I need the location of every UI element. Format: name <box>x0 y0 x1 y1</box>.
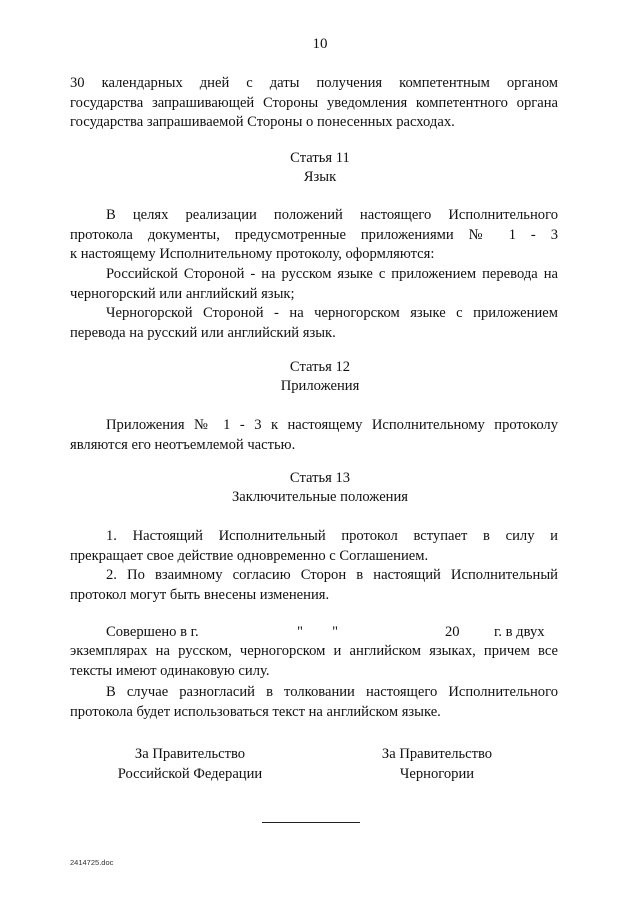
article-11-p1-line-1: В целях реализации положений настоящего Исполнительного <box>106 207 558 223</box>
article-11-p2-line-2: черногорский или английский язык; <box>70 285 295 302</box>
article-13-p3-line-2: экземплярах на русском, черногорском и английском языках, причем все <box>70 643 558 659</box>
article-13-p3-line-3: тексты имеют одинаковую силу. <box>70 662 270 679</box>
article-11-paragraph-3 <box>70 304 558 343</box>
intro-line-2: государства запрашивающей Стороны уведомления компетентного органа <box>70 94 558 111</box>
done-at-line <box>70 622 558 642</box>
signature-montenegro-line-2: Черногории <box>399 766 475 782</box>
document-filename: 2414725.doc <box>70 858 114 867</box>
intro-paragraph <box>70 74 558 133</box>
article-11-p2-line-1: Российской Стороной - на русском языке с приложением перевода на <box>106 266 558 282</box>
article-13-p1-line-1: 1. Настоящий Исполнительный протокол вступает в силу и <box>106 528 558 544</box>
article-11-title: Статья 11 <box>290 150 350 166</box>
article-13-subtitle: Заключительные положения <box>231 489 409 505</box>
intro-line-1: 30 календарных дней с даты получения компетентным органом <box>70 75 558 91</box>
article-11-p3-line-2: перевода на русский или английский язык. <box>70 324 336 341</box>
article-12-p1-line-1: Приложения № 1 - 3 к настоящему Исполнительному протоколу <box>106 417 558 433</box>
signature-montenegro-line-1: За Правительство <box>381 746 493 762</box>
signature-russia-line-2: Российской Федерации <box>117 766 263 782</box>
article-13-paragraph-1 <box>70 527 558 566</box>
signature-russia-line-1: За Правительство <box>134 746 246 762</box>
article-13-p2-line-2: протокол могут быть внесены изменения. <box>70 586 330 603</box>
end-divider <box>262 822 360 823</box>
article-12-p1-line-2: являются его неотъемлемой частью. <box>70 436 296 453</box>
done-at-quotes: " " <box>297 624 339 640</box>
done-at-prefix: Совершено в г. <box>106 624 199 640</box>
article-11-p3-line-1: Черногорской Стороной - на черногорском языке с приложением <box>106 305 558 321</box>
article-13-p4-line-2: протокола будет использоваться текст на английском языке. <box>70 703 441 720</box>
intro-line-3: государства запрашиваемой Стороны о понесенных расходах. <box>70 114 455 130</box>
done-at-suffix: г. в двух <box>494 624 545 640</box>
article-11-subtitle: Язык <box>303 169 337 185</box>
article-11-paragraph-1 <box>70 206 558 265</box>
article-11-p1-line-2: протокола документы, предусмотренные приложениями № 1 - 3 <box>70 226 558 243</box>
article-11-paragraph-2 <box>70 265 558 304</box>
article-13-paragraph-2 <box>70 566 558 605</box>
article-13-p2-line-1: 2. По взаимному согласию Сторон в настоящий Исполнительный <box>106 567 558 583</box>
article-13-title: Статья 13 <box>289 470 351 486</box>
article-13-paragraph-4 <box>70 683 558 722</box>
article-13-paragraph-3 <box>70 642 558 681</box>
page-number: 10 <box>312 36 328 52</box>
article-12-title: Статья 12 <box>289 359 351 375</box>
article-13-p1-line-2: прекращает свое действие одновременно с Соглашением. <box>70 547 429 564</box>
signature-block-russia <box>80 744 300 784</box>
article-13-p4-line-1: В случае разногласий в толковании настоящего Исполнительного <box>106 684 558 700</box>
article-12-subtitle: Приложения <box>280 378 360 394</box>
article-11-p1-line-3: к настоящему Исполнительному протоколу, оформляются: <box>70 246 435 262</box>
done-at-year: 20 <box>445 624 460 640</box>
signature-block-montenegro <box>327 744 547 784</box>
article-12-paragraph-1 <box>70 416 558 455</box>
